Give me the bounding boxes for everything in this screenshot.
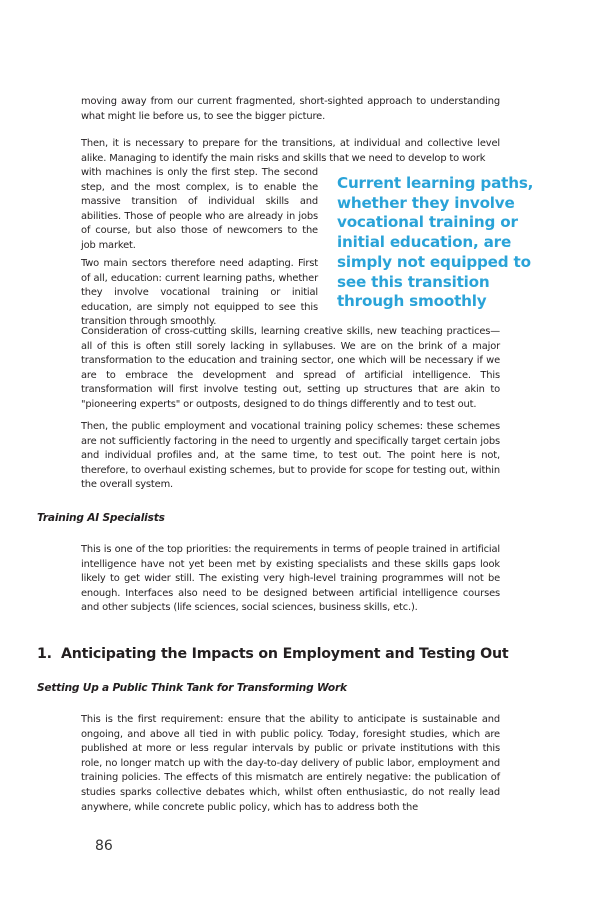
subheading-training-ai: Training AI Specialists bbox=[37, 512, 165, 524]
pull-quote: Current learning paths, whether they involve vocational training or initial education, are simply not equipped to see this transition through smoothly bbox=[337, 174, 534, 311]
body-paragraph: Two main sectors therefore need adapting. First of all, education: current learning paths, whether they involve vocational training or initial education, are simply not equipped to see this transition through smoothly. bbox=[81, 258, 318, 328]
body-paragraph: Then, it is necessary to prepare for the transitions, at individual and collective level alike. Managing to identify the main risks and skills that we need to develop to work bbox=[81, 138, 500, 164]
body-paragraph: Then, the public employment and vocational training policy schemes: these schemes are not sufficiently factoring in the need to urgently and specifically target certain jobs and individual profiles and, at the same time, to test out. The point here is not, therefore, to overhaul existing schemes, but to provide for scope for testing out, within the overall system. bbox=[81, 421, 500, 491]
body-paragraph: This is the first requirement: ensure that the ability to anticipate is sustainable and ongoing, and above all tied in with public policy. Today, foresight studies, which are published at more or less regular intervals by public or private institutions with this role, no longer match up with the day-to-day delivery of public labor, employment and training policies. The effects of this mismatch are entirely negative: the publication of studies sparks collective debates which, whilst often enthusiastic, do not really lead anywhere, while concrete public policy, which has to address both the bbox=[81, 714, 500, 813]
section-heading bbox=[37, 646, 509, 662]
body-paragraph: with machines is only the first step. The second step, and the most complex, is to enable the massive transition of individual skills and abilities. Those of people who are already in jobs of course, but also those of newcomers to the job market. bbox=[81, 167, 318, 251]
body-paragraph: Consideration of cross-cutting skills, learning creative skills, new teaching practices—all of this is often still sorely lacking in syllabuses. We are on the brink of a major transformation to the education and training sector, one which will be necessary if we are to embrace the development and spread of artificial intelligence. This transformation will first involve testing out, setting up structures that are akin to "pioneering experts" or outposts, designed to do things differently and to test out. bbox=[81, 326, 500, 410]
body-paragraph: moving away from our current fragmented, short-sighted approach to understanding what might lie before us, to see the bigger picture. bbox=[81, 96, 500, 122]
body-paragraph: This is one of the top priorities: the requirements in terms of people trained in artificial intelligence have not yet been met by existing specialists and these skills gaps look likely to get wider still. The existing very high-level training programmes will not be enough. Interfaces also need to be designed between artificial intelligence courses and other subjects (life sciences, social sciences, business skills, etc.). bbox=[81, 544, 500, 614]
page-number: 86 bbox=[95, 838, 113, 854]
section-number: 1. bbox=[37, 646, 52, 662]
section-title: Anticipating the Impacts on Employment and Testing Out bbox=[61, 646, 509, 662]
subheading-think-tank: Setting Up a Public Think Tank for Transforming Work bbox=[37, 682, 347, 694]
